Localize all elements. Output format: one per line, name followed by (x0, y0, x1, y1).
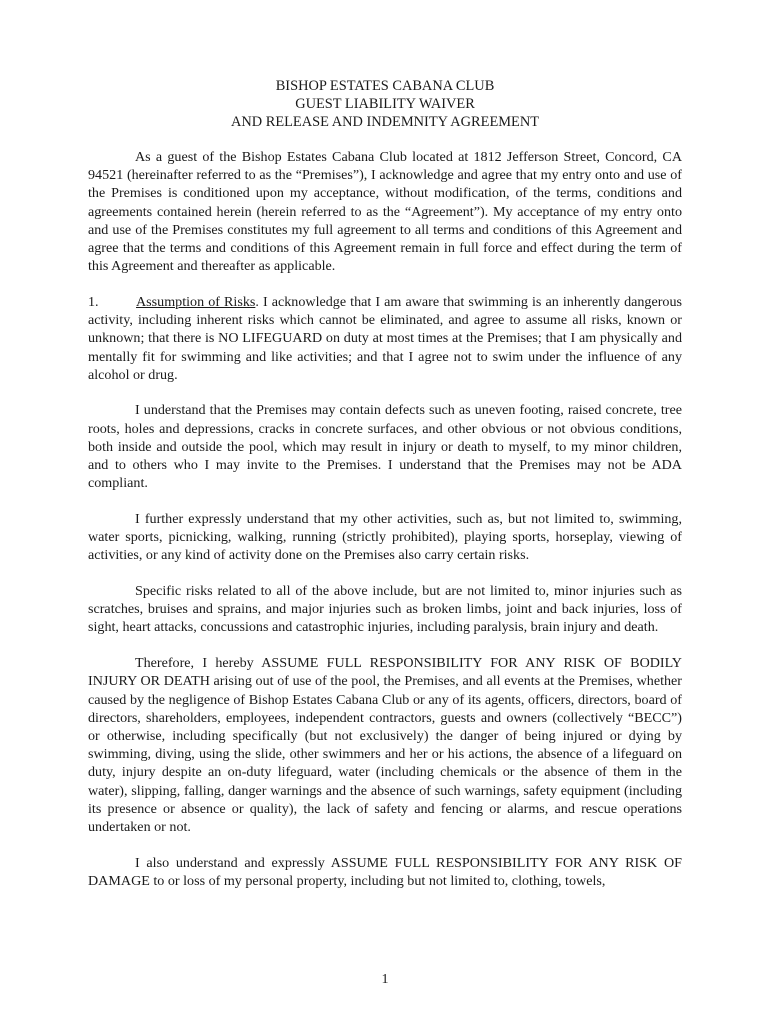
specific-risks-paragraph: Specific risks related to all of the above include, but are not limited to, minor injuries such as scratches, bruises and sprains, and major injuries such as broken limbs, joint and back injuries, loss of sight, heart attacks, concussions and catastrophic injuries, including paralysis, brain injury and death. (88, 583, 682, 636)
section-1-title: Assumption of Risks (136, 293, 256, 310)
document-body (88, 148, 682, 908)
section-1-text: . I acknowledge that I am aware that swimming is an inherently dangerous activity, including inherent risks which cannot be eliminated, and agree to assume all risks, known or unknown; that there is NO LIFEGUARD on duty at most times at the Premises; that I am physically and mentally fit for swimming and like activities; and that I agree not to swim under the influence of any alcohol or drug. (88, 293, 683, 383)
assume-bodily-risk-paragraph: Therefore, I hereby ASSUME FULL RESPONSIBILITY FOR ANY RISK OF BODILY INJURY OR DEATH arising out of use of the pool, the Premises, and all events at the Premises, whether caused by the negligence of Bishop Estates Cabana Club or any of its agents, officers, directors, board of directors, shareholders, employees, independent contractors, guests and owners (collectively “BECC”) or otherwise, including specifically (but not exclusively) the danger of being injured or dying by swimming, diving, using the slide, other swimmers and her or his actions, the absence of a lifeguard on duty, injury despite an on-duty lifeguard, water (including chemicals or the absence of them in the water), slipping, falling, danger warnings and the absence of such warnings, safety equipment (including its presence or absence or quality), the lack of safety and fencing or alarms, and rescue operations undertaken or not. (88, 655, 682, 835)
header-agreement-title: AND RELEASE AND INDEMNITY AGREEMENT (230, 114, 540, 130)
section-1-paragraph (88, 293, 682, 384)
section-1-number: 1. (88, 293, 99, 310)
other-activities-paragraph: I further expressly understand that my other activities, such as, but not limited to, swimming, water sports, picnicking, walking, running (strictly prohibited), playing sports, horseplay, viewing of activities, or any kind of activity done on the Premises also carry certain risks. (88, 510, 682, 564)
header-club-name: BISHOP ESTATES CABANA CLUB (275, 78, 495, 94)
document-header (88, 77, 682, 131)
intro-paragraph: As a guest of the Bishop Estates Cabana Club located at 1812 Jefferson Street, Concord, CA 94521 (hereinafter referred to as the “Premises”), I acknowledge and agree that my entry onto and use of the Premises is conditioned upon my acceptance, without modification, of the terms, conditions and agreements contained herein (herein referred to as the “Agreement”). My acceptance of my entry onto and use of the Premises constitutes my full agreement to all terms and conditions of this Agreement and agree that the terms and conditions of this Agreement remain in full force and effect during the term of this Agreement and thereafter as applicable. (88, 149, 682, 275)
assume-property-risk-paragraph: I also understand and expressly ASSUME FULL RESPONSIBILITY FOR ANY RISK OF DAMAGE to or loss of my personal property, including but not limited to, clothing, towels, (88, 854, 682, 889)
header-waiver-title: GUEST LIABILITY WAIVER (295, 96, 475, 112)
premises-defects-paragraph: I understand that the Premises may contain defects such as uneven footing, raised concrete, tree roots, holes and depressions, cracks in concrete surfaces, and other obvious or not obvious conditions, both inside and outside the pool, which may result in injury or death to myself, to my minor children, and to others who I may invite to the Premises. I understand that the Premises may not be ADA compliant. (88, 402, 682, 492)
page-number: 1 (381, 972, 389, 987)
